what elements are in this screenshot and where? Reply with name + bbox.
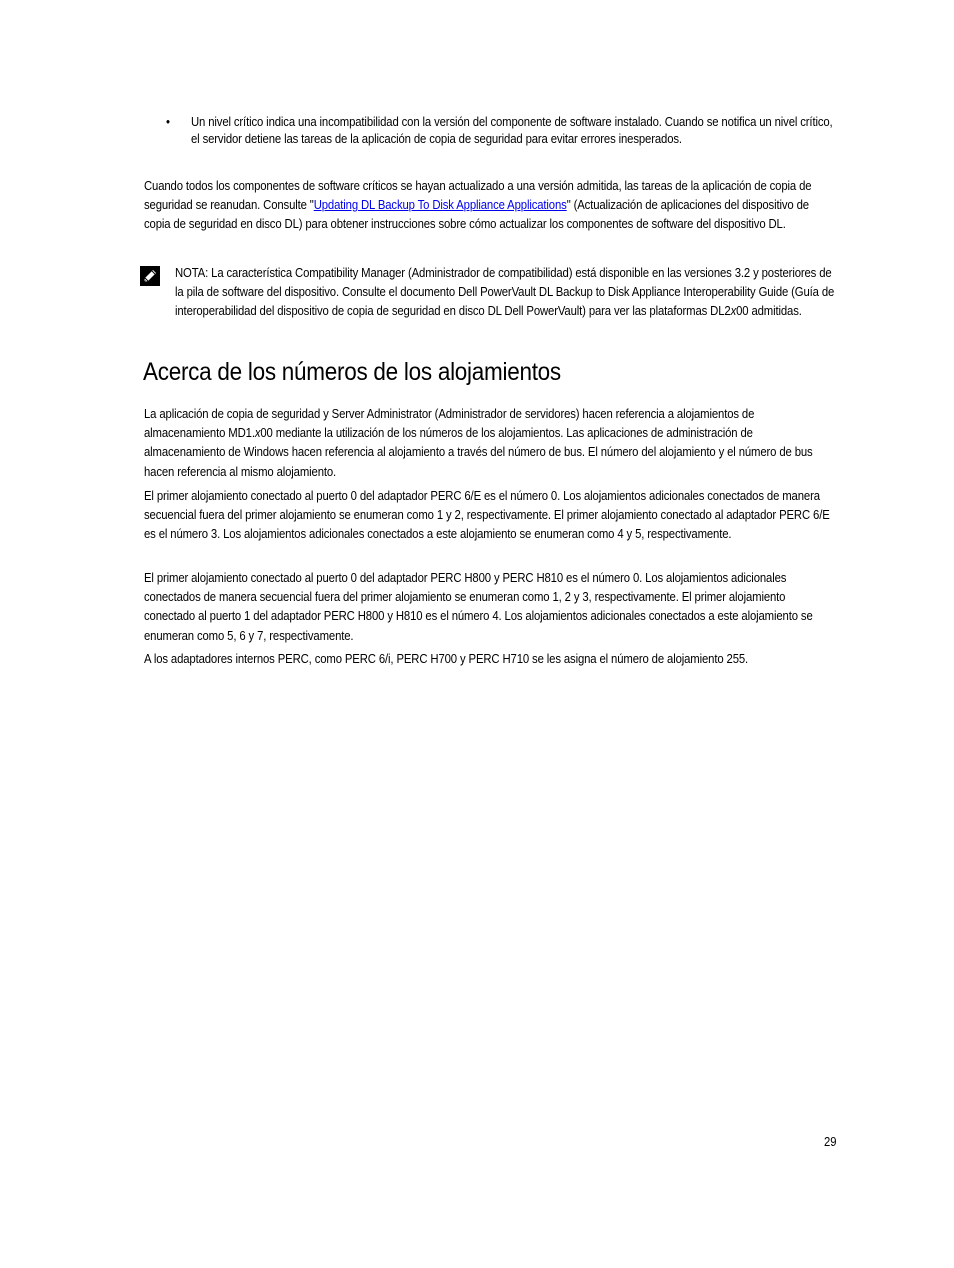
update-paragraph-after: " (Actualización de aplicaciones del dispositivo de copia de seguridad en disco DL) para obtener instrucciones sobre cómo actualizar los componentes de software del dispositivo DL. bbox=[144, 198, 809, 232]
section-heading: Acerca de los números de los alojamientos bbox=[143, 358, 561, 386]
bullet-text: Un nivel crítico indica una incompatibilidad con la versión del componente de software instalado. Cuando se notifica un nivel crítico, el servidor detiene las tareas de la aplicación de copia de seguridad para evitar errores inesperados. bbox=[191, 115, 833, 146]
note-text-after: 00 admitidas. bbox=[736, 304, 802, 319]
paragraph-1-after: 00 mediante la utilización de los números de los alojamientos. Las aplicaciones de administración de almacenamiento de Windows hacen referencia al alojamiento a través del número de bus. El número del alojamiento y el número de bus hacen referencia al mismo alojamiento. bbox=[144, 426, 813, 479]
paragraph-2: El primer alojamiento conectado al puerto 0 del adaptador PERC 6/E es el número 0. Los alojamientos adicionales conectados de manera secuencial fuera del primer alojamiento se enumeran como 1 y 2, respectivamente. El primer alojamiento conectado al adaptador PERC 6/E es el número 3. Los alojamientos adicionales conectados a este alojamiento se enumeran como 4 y 5, respectivamente. bbox=[144, 489, 830, 542]
paragraph-1-italic: x bbox=[254, 426, 261, 441]
note-block bbox=[175, 264, 841, 322]
update-paragraph bbox=[144, 177, 837, 235]
note-text-before: La característica Compatibility Manager (Administrador de compatibilidad) está disponible en las versiones 3.2 y posteriores de la pila de software del dispositivo. Consulte el documento Dell PowerVault DL Backup to Disk Appliance Interoperability Guide (Guía de interoperabilidad del dispositivo de copia de seguridad en disco DL Dell PowerVault) para ver las plataformas DL2 bbox=[175, 266, 835, 319]
note-label: NOTA: bbox=[175, 266, 209, 280]
update-paragraph-before: Cuando todos los componentes de software críticos se hayan actualizado a una versión admitida, las tareas de la aplicación de copia de seguridad se reanudan. Consulte " bbox=[144, 179, 812, 213]
updating-dl-backup-link[interactable]: Updating DL Backup To Disk Appliance Applications bbox=[313, 198, 567, 213]
pencil-note-icon bbox=[140, 266, 160, 286]
paragraph-1-before: La aplicación de copia de seguridad y Server Administrator (Administrador de servidores) hacen referencia a alojamientos de almacenamiento MD1. bbox=[144, 407, 755, 441]
page-number: 29 bbox=[824, 1135, 837, 1149]
paragraph-3: El primer alojamiento conectado al puerto 0 del adaptador PERC H800 y PERC H810 es el número 0. Los alojamientos adicionales conectados de manera secuencial fuera del primer alojamiento se enumeran como 1, 2 y 3, respectivamente. El primer alojamiento conectado al puerto 1 del adaptador PERC H800 y H810 es el número 4. Los alojamientos adicionales conectados a este alojamiento se enumeran como 5, 6 y 7, respectivamente. bbox=[144, 571, 813, 643]
paragraph-1 bbox=[144, 405, 837, 482]
note-text-italic: x bbox=[730, 304, 737, 319]
paragraph-4: A los adaptadores internos PERC, como PERC 6/i, PERC H700 y PERC H710 se les asigna el número de alojamiento 255. bbox=[144, 652, 749, 666]
bullet-marker: • bbox=[166, 115, 170, 129]
